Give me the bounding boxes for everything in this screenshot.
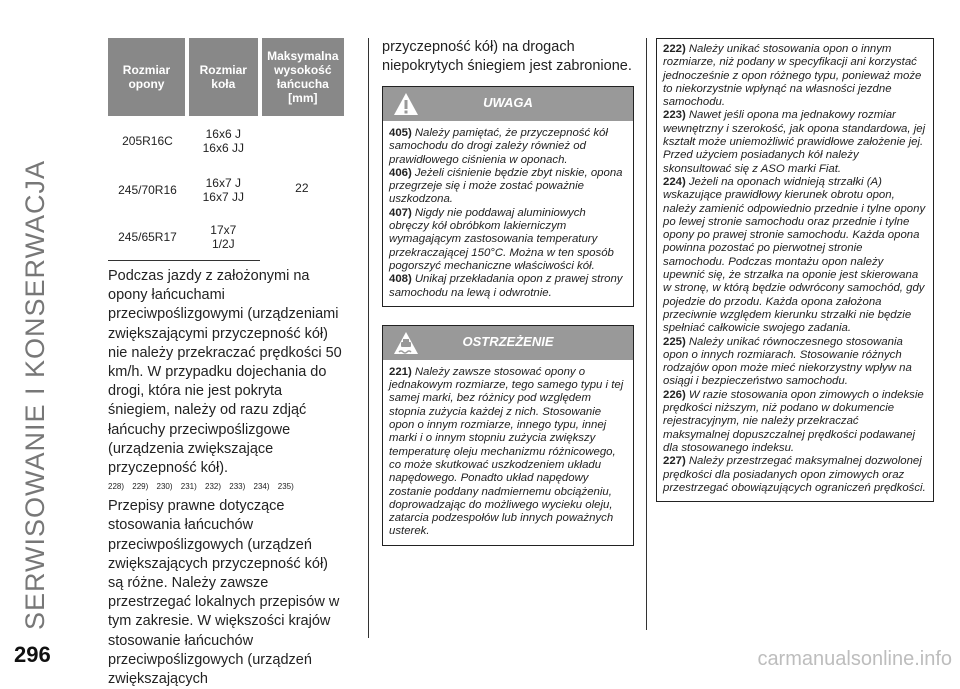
reference-link[interactable]: 234) xyxy=(253,482,270,492)
note-item xyxy=(663,176,927,336)
paragraph-regulations: Przepisy prawne dotyczące stosowania łańcuchów przeciwpoślizgowych (urządzeń zwiększających przyczepność kół) są różne. Należy zawsze przestrzegać lokalnych przepisów w tym zakresie. W większości krajów stosowanie łańcuchów przeciwpoślizgowych (urządzeń zwiększających xyxy=(108,498,340,688)
reference-link[interactable]: 228) xyxy=(108,482,125,492)
table-row xyxy=(108,116,344,166)
note-number: 224) xyxy=(663,175,686,188)
note-number: 221) xyxy=(389,365,412,378)
note-item xyxy=(389,207,627,273)
note-item xyxy=(663,389,927,455)
note-text: Należy unikać równoczesnego stosowania opon o innych rozmiarach. Stosowanie różnych rodzajów opon może mieć niekorzystny wpływ na osiągi i bezpieczeństwo samochodu. xyxy=(663,335,912,388)
uwaga-box xyxy=(382,86,634,307)
uwaga-title: UWAGA xyxy=(483,95,533,110)
table-header-wheel-size: Rozmiar koła xyxy=(187,38,260,116)
note-number: 225) xyxy=(663,335,686,348)
note-number: 222) xyxy=(663,43,686,55)
reference-link[interactable]: 233) xyxy=(229,482,246,492)
wheel-size-cell: 16x7 J 16x7 JJ xyxy=(202,176,244,204)
note-number: 408) xyxy=(389,273,412,286)
note-text: Nigdy nie poddawaj aluminiowych obręczy kół obróbkom lakierniczym wymagającym zastosowania temperatury przekraczającej 150°C. Można w ten sposób pogorszyć mechaniczne właściwości kół. xyxy=(389,206,614,272)
note-item xyxy=(389,273,627,300)
note-text: Unikaj przekładania opon z prawej strony samochodu na lewą i odwrotnie. xyxy=(389,273,623,299)
note-text: Nawet jeśli opona ma jednakowy rozmiar wewnętrzny i szerokość, jak opona standardowa, jej kształt może uniemożliwić prawidłowe założenie jej. Przed użyciem posiadanych kół należy skonsultować się z ASO marki Fiat. xyxy=(663,109,926,175)
note-item xyxy=(663,43,927,109)
column-middle xyxy=(382,38,634,546)
reference-link[interactable]: 231) xyxy=(180,482,197,492)
section-side-title: SERWISOWANIE I KONSERWACJA xyxy=(20,159,50,630)
note-text: W razie stosowania opon zimowych o indeksie prędkości niższym, niż podano w dokumencie rejestracyjnym, nie należy przekraczać maksymalnej dopuszczalnej prędkości podawanej dla stosowanego indeksu. xyxy=(663,388,924,454)
note-text: Należy przestrzegać maksymalnej dozwolonej prędkości dla posiadanych opon zimowych oraz przestrzegać obowiązujących ograniczeń prędkości. xyxy=(663,455,926,494)
ostrzezenie-header xyxy=(383,326,633,360)
note-text: Jeżeli na oponach widnieją strzałki (A) wskazujące prawidłowy kierunek obrotu opon, należy zamienić odpowiednio przednie i tylne opony po lewej stronie samochodu oraz przednie i tylne opony po prawej stronie samochodu. Każda opona powinna pozostać po pierwotnej stronie samochodu. Podczas montażu opon należy upewnić się, że strzałka na oponie jest skierowana w stronę, w którą będzie odwrócony samochód, gdy pojedzie do przodu. Każda opona założona przeciwnie względem kierunku strzałki nie będzie spełniać całkowicie swojego zadania. xyxy=(663,175,926,335)
note-item xyxy=(389,127,627,167)
max-chain-height-cell: 22 xyxy=(295,181,309,196)
column-divider xyxy=(368,38,369,638)
ostrzezenie-body xyxy=(383,360,633,545)
note-item xyxy=(663,455,927,495)
tire-chain-table xyxy=(108,38,344,261)
note-text: Jeżeli ciśnienie będzie zbyt niskie, opona przegrzeje się i może zostać poważnie uszkodzona. xyxy=(389,166,623,206)
note-text: Należy zawsze stosować opony o jednakowym rozmiarze, tego samego typu i tej samej marki, bez różnicy pod względem stopnia zużycia każdej z nich. Stosowanie opon o innym rozmiarze, innego typu, innej marki i o innym stopniu zużycia zwiększy temperaturę oleju mechanizmu różnicowego, co może skutkować uszkodzeniem układu napędowego. Ponadto układ napędowy zostanie poddany nadmiernemu obciążeniu, doprowadzając do możliwego wycieku oleju, zatarcia podzespołów lub innych poważnych usterek. xyxy=(389,365,624,538)
table-header-tire-size: Rozmiar opony xyxy=(108,38,187,116)
wheel-size-cell: 17x7 1/2J xyxy=(187,214,260,261)
note-number: 226) xyxy=(663,388,686,401)
column-right xyxy=(656,38,934,502)
uwaga-header xyxy=(383,87,633,121)
note-number: 406) xyxy=(389,166,412,179)
tire-size-cell: 245/70R16 xyxy=(118,183,177,197)
ostrzezenie-title: OSTRZEŻENIE xyxy=(462,333,554,349)
column-left xyxy=(108,38,344,689)
reference-list xyxy=(108,482,344,491)
note-text: Należy unikać stosowania opon o innym rozmiarze, niż podany w specyfikacji ani korzystać jednocześnie z opon różnego typu, ponieważ może to niekorzystnie wpłynąć na własności jezdne samochodu. xyxy=(663,43,922,109)
note-item xyxy=(389,366,627,539)
page-number: 296 xyxy=(14,642,51,667)
reference-link[interactable]: 229) xyxy=(132,482,149,492)
tire-size-cell: 245/65R17 xyxy=(108,214,187,261)
tire-size-cell: 205R16C xyxy=(122,134,173,148)
table-header-chain-height: Maksymalna wysokość łańcucha [mm] xyxy=(260,38,344,116)
note-item xyxy=(663,336,927,389)
paragraph-chains-speed: Podczas jazdy z założonymi na opony łańcuchami przeciwpoślizgowymi (urządzeniami zwiększającymi przyczepność kół) nie należy przekraczać prędkości 50 km/h. W przypadku dojechania do drogi, która nie jest pokryta śniegiem, należy od razu zdjąć łańcuchy przeciwpoślizgowe (urządzenia zwiększające przyczepność kół). xyxy=(108,268,342,477)
column-divider xyxy=(646,38,647,630)
note-item xyxy=(663,109,927,175)
ostrzezenie-box xyxy=(382,325,634,546)
reference-link[interactable]: 232) xyxy=(205,482,222,492)
note-item xyxy=(389,167,627,207)
note-number: 223) xyxy=(663,109,686,122)
reference-link[interactable]: 235) xyxy=(277,482,294,492)
reference-link[interactable]: 230) xyxy=(156,482,173,492)
note-text: Należy pamiętać, że przyczepność kół samochodu do drogi zależy również od prawidłowego ciśnienia w oponach. xyxy=(389,127,608,166)
uwaga-body xyxy=(383,121,633,306)
note-number: 227) xyxy=(663,455,686,468)
note-number: 407) xyxy=(389,206,412,219)
note-number: 405) xyxy=(389,127,412,139)
warnings-continued-body xyxy=(657,39,933,501)
warnings-continued-box xyxy=(656,38,934,502)
wheel-size-cell: 16x6 J 16x6 JJ xyxy=(202,127,244,155)
watermark: carmanualsonline.info xyxy=(757,648,952,670)
paragraph-continued: przyczepność kół) na drogach niepokrytych śniegiem jest zabronione. xyxy=(382,39,632,74)
